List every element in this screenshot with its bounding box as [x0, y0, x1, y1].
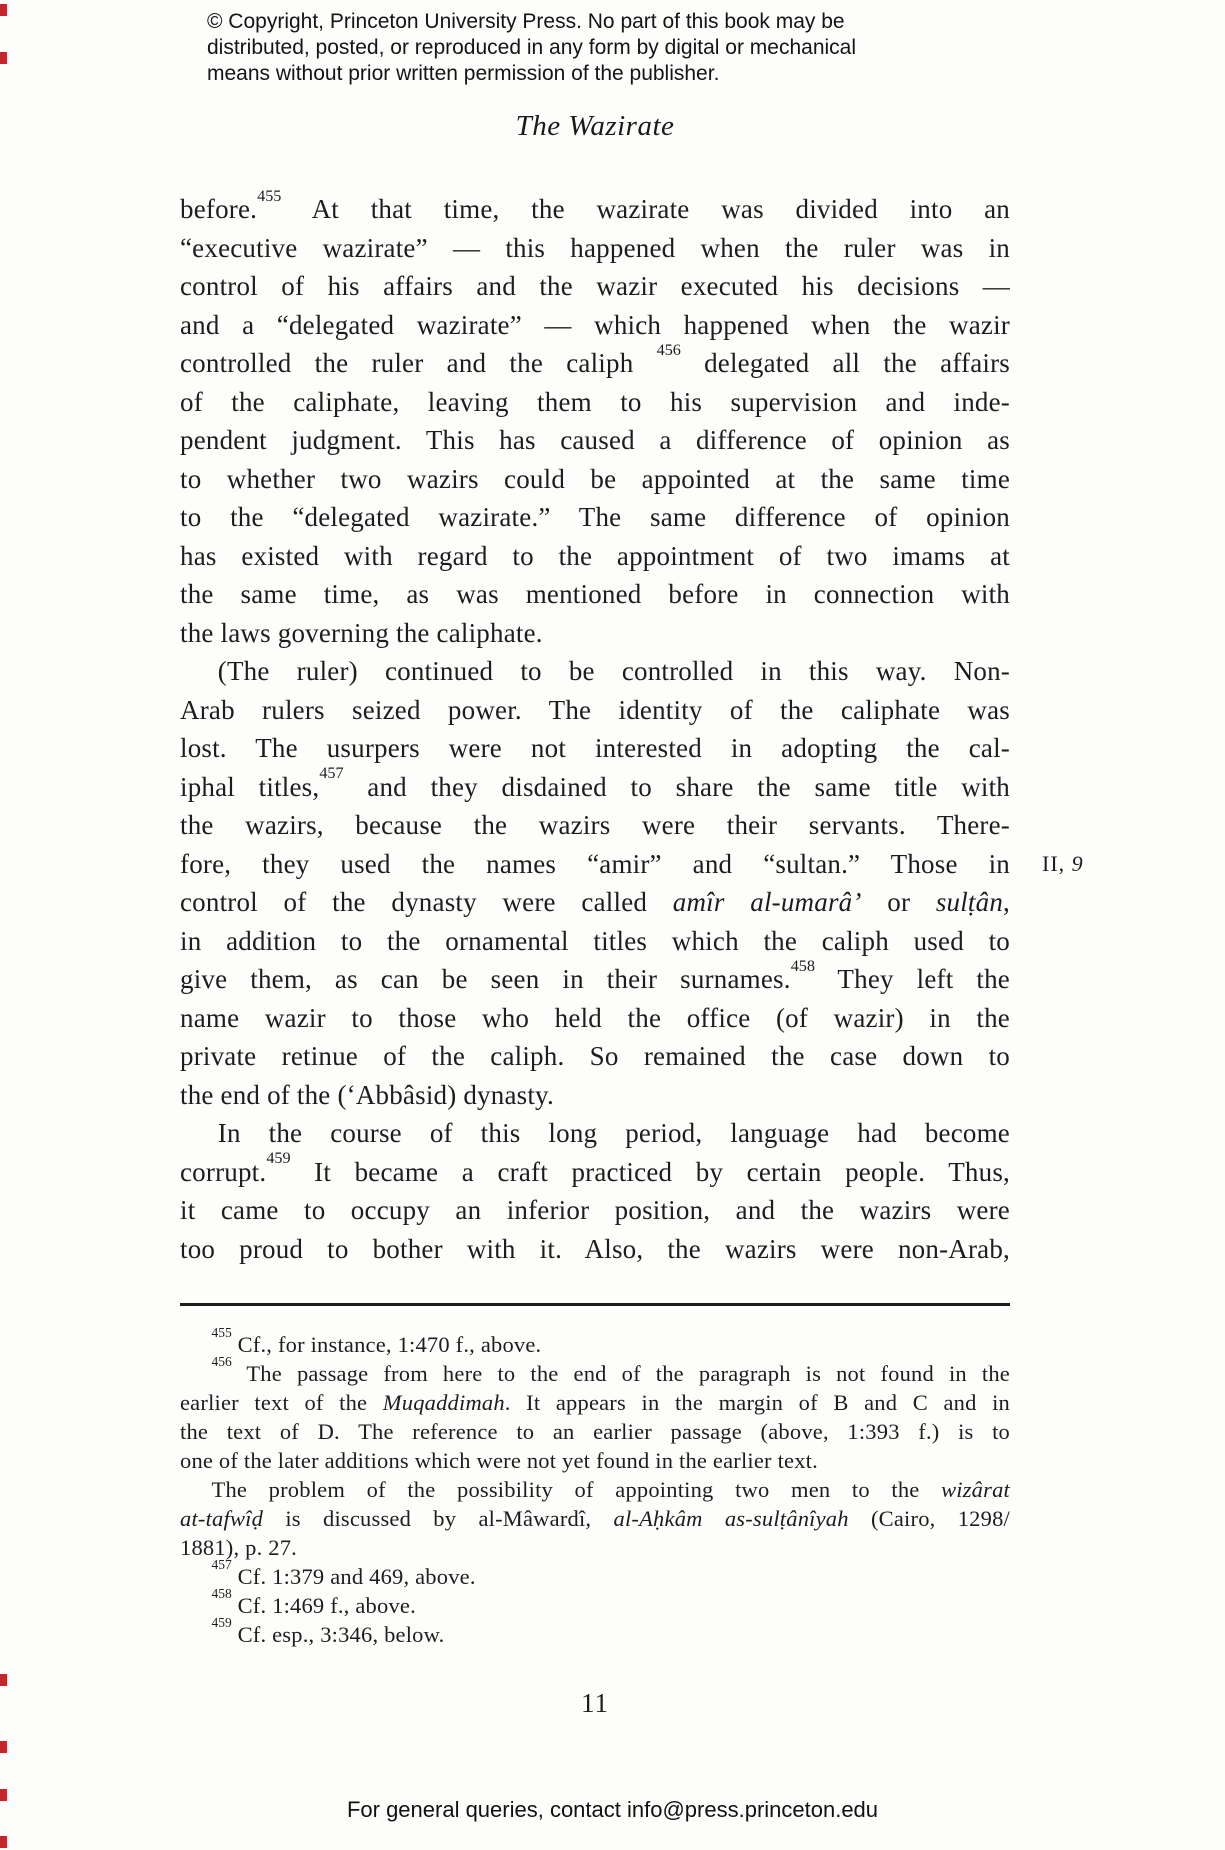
footer-contact: For general queries, contact info@press.princeton.edu	[346, 1797, 879, 1822]
text-line: (The ruler) continued to be controlled in this way. Non-	[217, 656, 1010, 686]
text-line: control of his affairs and the wazir executed his decisions —	[180, 271, 1010, 301]
text-line: lost. The usurpers were not interested in adopting the cal-	[180, 733, 1010, 763]
text-line: fore, they used the names “amir” and “sultan.” Those in	[180, 848, 1010, 879]
text-line: at-tafwîḍ is discussed by al-Mâwardî, al-Aḥkâm as-sulṭânîyah (Cairo, 1298/	[180, 1506, 1010, 1531]
red-edge-mark	[0, 1836, 7, 1848]
text-line: it came to occupy an inferior position, and the wazirs were	[180, 1195, 1010, 1225]
red-edge-mark	[0, 1741, 7, 1753]
text-line: private retinue of the caliph. So remained the case down to	[180, 1041, 1010, 1071]
text-line: the wazirs, because the wazirs were their servants. There-	[180, 810, 1010, 840]
text-line: before.$^{455}$ At that time, the wazirate was divided into an	[180, 186, 1010, 224]
text-line: one of the later additions which were not yet found in the earlier text.	[180, 1448, 818, 1473]
text-line: $^{456}$ The passage from here to the end of the paragraph is not found in the	[211, 1354, 1010, 1386]
text-line: has existed with regard to the appointment of two imams at	[180, 540, 1010, 571]
text-line: Arab rulers seized power. The identity of the caliphate was	[180, 694, 1010, 725]
text-line: earlier text of the Muqaddimah. It appears in the margin of B and C and in	[180, 1390, 1010, 1415]
text-line: The problem of the possibility of appointing two men to the wizârat	[211, 1477, 1010, 1502]
text-line: iphal titles,$^{457}$ and they disdained to share the same title with	[180, 764, 1010, 802]
text-line: © Copyright, Princeton University Press. No part of this book may be	[207, 10, 845, 33]
body-text	[180, 186, 1010, 1268]
text-line: to the “delegated wazirate.” The same difference of opinion	[180, 502, 1010, 532]
text-line: and a “delegated wazirate” — which happened when the wazir	[180, 309, 1010, 340]
red-edge-mark	[0, 1674, 7, 1686]
text-line: In the course of this long period, language had become	[217, 1118, 1010, 1148]
footnotes	[180, 1325, 1010, 1649]
text-line: name wazir to those who held the office (of wazir) in the	[180, 1002, 1010, 1033]
red-edge-mark	[0, 1789, 7, 1801]
text-line: $^{458}$ Cf. 1:469 f., above.	[211, 1586, 416, 1618]
copyright-notice	[207, 9, 907, 87]
red-edge-mark	[0, 4, 7, 16]
text-line: the text of D. The reference to an earlier passage (above, 1:393 f.) is to	[180, 1419, 1010, 1444]
footnote-divider	[180, 1303, 1010, 1306]
text-line: pendent judgment. This has caused a difference of opinion as	[180, 425, 1010, 455]
text-line: distributed, posted, or reproduced in any form by digital or mechanical	[207, 36, 857, 59]
text-line: corrupt.$^{459}$ It became a craft practiced by certain people. Thus,	[180, 1149, 1010, 1187]
page-number: 11	[581, 1688, 609, 1718]
text-line: in addition to the ornamental titles which the caliph used to	[180, 925, 1010, 956]
page-title: The Wazirate	[515, 110, 675, 142]
margin-note: II, 9	[1042, 851, 1084, 876]
text-line: $^{455}$ Cf., for instance, 1:470 f., above.	[211, 1325, 542, 1357]
text-line: 1881), p. 27.	[180, 1535, 297, 1560]
text-line: the same time, as was mentioned before in connection with	[180, 579, 1010, 609]
text-line: control of the dynasty were called amîr al-umarâ’ or sulṭân,	[180, 887, 1010, 917]
text-line: too proud to bother with it. Also, the wazirs were non-Arab,	[180, 1233, 1010, 1264]
text-line: to whether two wazirs could be appointed at the same time	[180, 463, 1010, 494]
text-line: “executive wazirate” — this happened when the ruler was in	[180, 232, 1010, 263]
text-line: $^{459}$ Cf. esp., 3:346, below.	[211, 1615, 445, 1647]
text-line: the laws governing the caliphate.	[180, 617, 543, 648]
text-line: controlled the ruler and the caliph $^{456}$ delegated all the affairs	[180, 340, 1010, 378]
text-line: means without prior written permission of the publisher.	[207, 62, 720, 85]
text-line: give them, as can be seen in their surnames.$^{458}$ They left the	[180, 956, 1010, 994]
text-line: the end of the (‘Abbâsid) dynasty.	[180, 1079, 554, 1110]
text-line: $^{457}$ Cf. 1:379 and 469, above.	[211, 1557, 476, 1589]
red-edge-mark	[0, 52, 7, 64]
text-line: of the caliphate, leaving them to his supervision and inde-	[180, 386, 1010, 417]
